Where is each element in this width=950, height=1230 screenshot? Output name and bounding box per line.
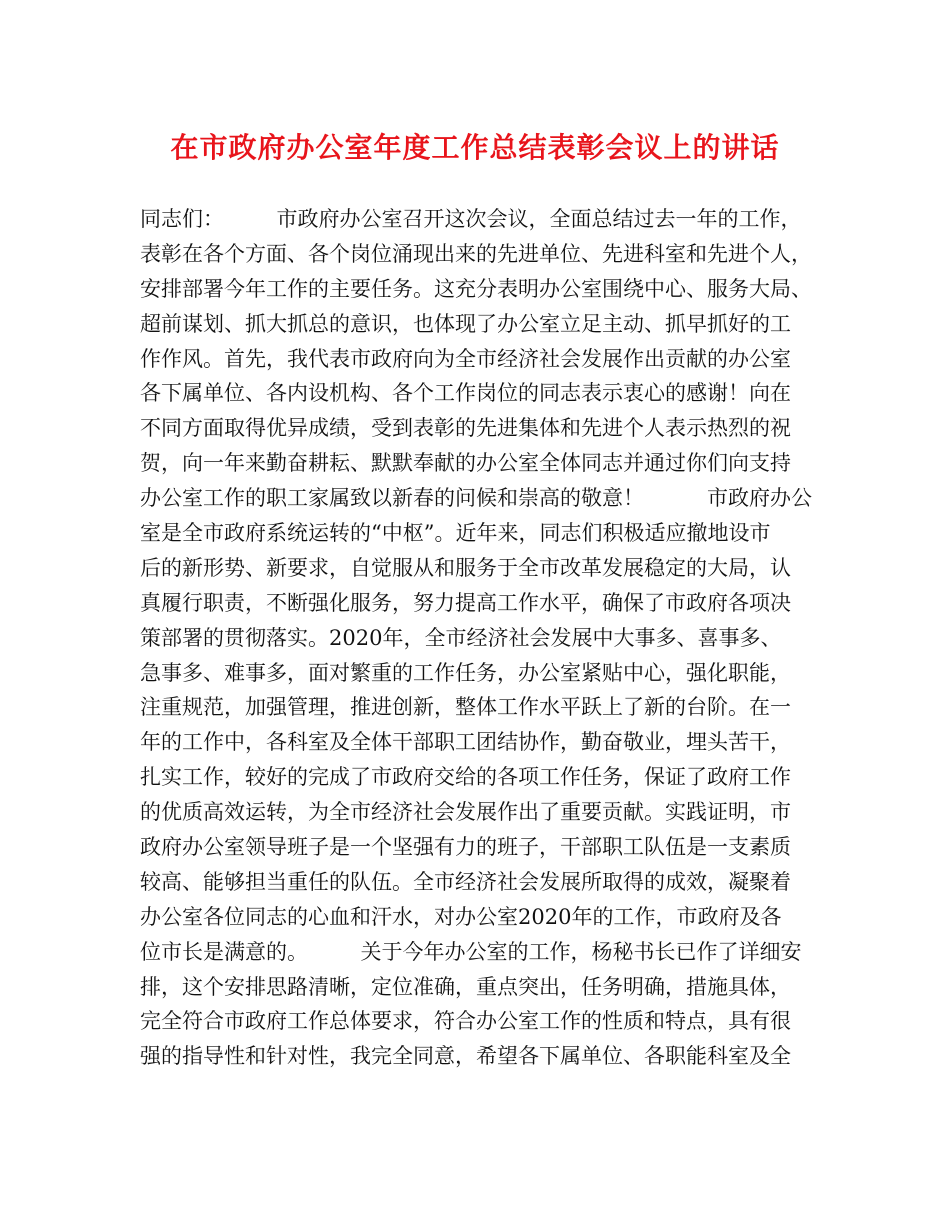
body-line: 年的工作中，各科室及全体干部职工团结协作，勤奋敬业，埋头苦干， xyxy=(140,730,791,755)
document-title: 在市政府办公室年度工作总结表彰会议上的讲话 xyxy=(170,131,780,164)
body-line: 办公室各位同志的心血和汗水，对办公室2020年的工作，市政府及各 xyxy=(140,904,782,929)
body-line: 不同方面取得优异成绩，受到表彰的先进集体和先进个人表示热烈的祝 xyxy=(140,416,791,441)
body-line: 注重规范，加强管理，推进创新，整体工作水平跃上了新的台阶。在一 xyxy=(140,695,791,720)
body-line: 同志们： 市政府办公室召开这次会议，全面总结过去一年的工作， xyxy=(140,207,802,231)
body-line: 作作风。首先，我代表市政府向为全市经济社会发展作出贡献的办公室 xyxy=(140,346,791,371)
body-line: 后的新形势、新要求，自觉服从和服务于全市改革发展稳定的大局，认 xyxy=(140,555,791,580)
body-line: 的优质高效运转，为全市经济社会发展作出了重要贡献。实践证明，市 xyxy=(140,800,791,825)
body-line: 表彰在各个方面、各个岗位涌现出来的先进单位、先进科室和先进个人， xyxy=(140,241,812,266)
document-body xyxy=(140,202,825,1074)
body-line: 真履行职责，不断强化服务，努力提高工作水平，确保了市政府各项决 xyxy=(140,590,791,615)
body-line: 策部署的贯彻落实。2020年，全市经济社会发展中大事多、喜事多、 xyxy=(140,625,782,650)
body-line: 室是全市政府系统运转的“中枢”。近年来，同志们积极适应撤地设市 xyxy=(140,521,771,546)
body-line: 贺，向一年来勤奋耕耘、默默奉献的办公室全体同志并通过你们向支持 xyxy=(140,451,791,476)
body-line: 扎实工作，较好的完成了市政府交给的各项工作任务，保证了政府工作 xyxy=(140,765,791,790)
body-line: 强的指导性和针对性，我完全同意，希望各下属单位、各职能科室及全 xyxy=(140,1044,791,1069)
body-line: 排，这个安排思路清晰，定位准确，重点突出，任务明确，措施具体， xyxy=(140,974,791,999)
body-line: 较高、能够担当重任的队伍。全市经济社会发展所取得的成效，凝聚着 xyxy=(140,869,791,894)
body-line: 各下属单位、各内设机构、各个工作岗位的同志表示衷心的感谢！向在 xyxy=(140,381,791,406)
body-line: 超前谋划、抓大抓总的意识，也体现了办公室立足主动、抓早抓好的工 xyxy=(140,311,791,336)
body-line: 办公室工作的职工家属致以新春的问候和崇高的敬意！ 市政府办公 xyxy=(140,486,812,511)
body-line: 位市长是满意的。 关于今年办公室的工作，杨秘书长已作了详细安 xyxy=(140,939,802,964)
body-line: 安排部署今年工作的主要任务。这充分表明办公室围绕中心、服务大局、 xyxy=(140,276,812,301)
body-line: 政府办公室领导班子是一个坚强有力的班子，干部职工队伍是一支素质 xyxy=(140,835,791,860)
body-line: 完全符合市政府工作总体要求，符合办公室工作的性质和特点，具有很 xyxy=(140,1009,791,1034)
body-line: 急事多、难事多，面对繁重的工作任务，办公室紧贴中心，强化职能， xyxy=(140,660,791,685)
